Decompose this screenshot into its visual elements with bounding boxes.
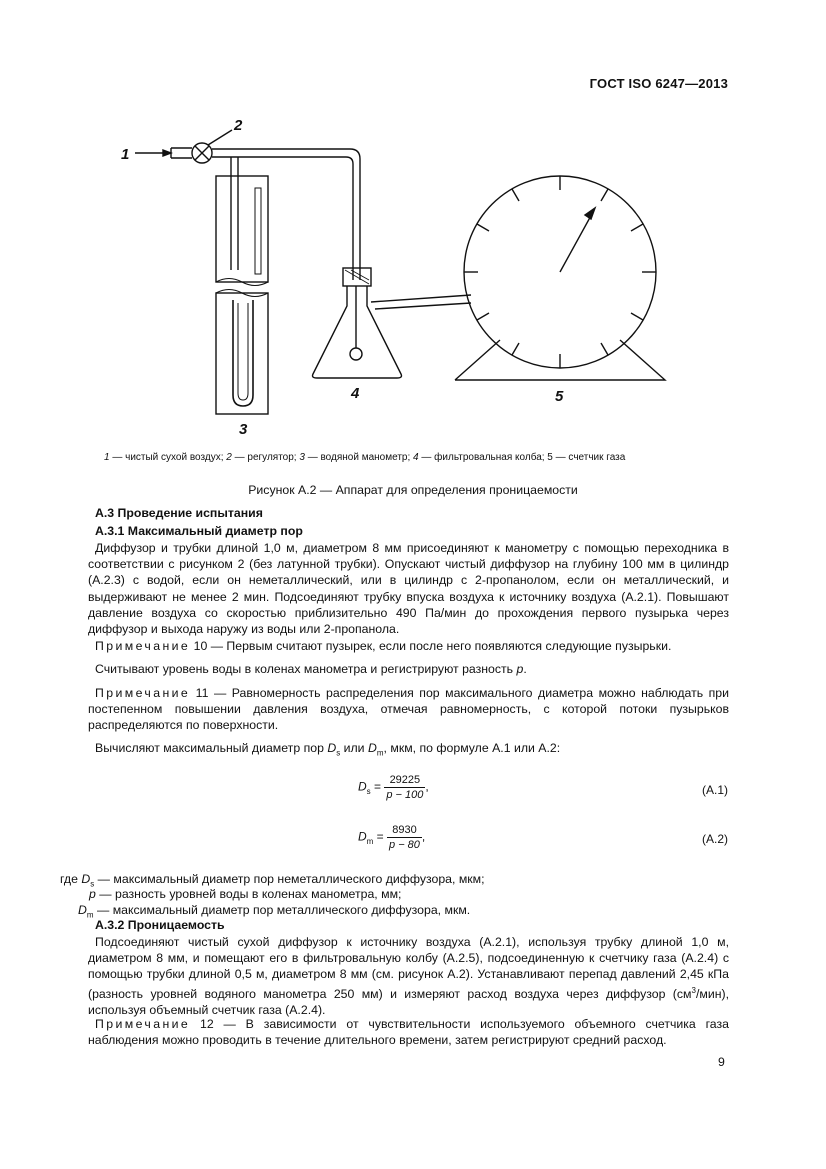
section-a3-title: А.3 Проведение испытания	[95, 506, 263, 520]
note-11: Примечание 11 — Равномерность распределения пор максимального диаметра можно наблюдать при постепенном повышении давления воздуха, отмечая равномерность, с которой потоки пузырьков распределяются по поверхности.	[88, 686, 729, 733]
note-12: Примечание 12 — В зависимости от чувствительности используемого объемного счетчика газа наблюдения можно проводить в течение длительного времени, затем регистрируют средний расход.	[88, 1017, 729, 1048]
section-a32-title: А.3.2 Проницаемость	[95, 918, 225, 932]
inlet-arrow-head	[163, 150, 171, 156]
filter-flask	[313, 286, 402, 378]
figure-label-1: 1	[121, 146, 130, 163]
formula-a1-numerator: 29225	[384, 773, 425, 788]
gas-meter-needle	[560, 212, 593, 272]
manometer-upper	[216, 176, 268, 282]
apparatus-figure	[95, 110, 735, 450]
figure-label-2: 2	[234, 117, 243, 134]
figure-label-3: 3	[239, 421, 248, 438]
page-number: 9	[718, 1055, 725, 1069]
paragraph-read: Считывают уровень воды в коленах манометра и регистрируют разность p.	[95, 662, 527, 676]
formula-a1-denominator: p − 100	[386, 789, 424, 801]
paragraph-a31: Диффузор и трубки длиной 1,0 м, диаметром 8 мм присоединяют к манометру с помощью переходника в соответствии с рисунком 2 (без латунной трубки). Опускают чистый диффузор на глубину 100 мм в цилиндр (А.2.3) с водой, если он неметаллический, или в цилиндр с 2-пропанолом, если он металлический, и выдерживают не менее 2 мин. Подсоединяют трубку впуска воздуха к источнику воздуха (А.2.1). Повышают давление воздуха со скоростью приблизительно 490 Па/мин до прохождения первого пузырька через диффузор и выхода наружу из воды или 2-пропанола.	[88, 541, 729, 637]
document-header: ГОСТ ISO 6247—2013	[589, 76, 728, 91]
formula-a1: $D_s$ = $\frac{29225}{p - 100}$ ,	[358, 774, 429, 801]
note-10: Примечание 10 — Первым считают пузырек, если после него появляются следующие пузырьки.	[95, 639, 672, 653]
figure-label-4: 4	[351, 385, 360, 402]
paragraph-calc: Вычисляют максимальный диаметр пор $D_s$ или $D_m$, мкм, по формуле А.1 или А.2:	[95, 741, 561, 758]
formula-a2-label: (А.2)	[702, 832, 729, 846]
label-2-leader	[208, 130, 232, 145]
where-item-ds: где $D_s$ — максимальный диаметр пор неметаллического диффузора, мкм;	[60, 872, 485, 889]
section-a31-title: А.3.1 Максимальный диаметр пор	[95, 524, 303, 538]
figure-legend: 1 — чистый сухой воздух; 2 — регулятор; 3 — водяной манометр; 4 — фильтровальная колба; 5 — счетчик газа	[104, 452, 626, 463]
formula-a2-numerator: 8930	[387, 823, 422, 838]
diffuser	[350, 348, 362, 360]
formula-a2: $D_m$ = $\frac{8930}{p - 80}$ ,	[358, 824, 426, 851]
formula-a1-label: (А.1)	[702, 783, 729, 797]
formula-a2-denominator: p − 80	[389, 839, 420, 851]
paragraph-a32: Подсоединяют чистый сухой диффузор к источнику воздуха (А.2.1), используя трубку длиной 1,0 м, диаметром 8 мм, и помещают его в фильтровальную колбу (А.2.5), подсоединенную к счетчику газа (А.2.4) с помощью трубки длиной 0,5 м, диаметром 8 мм (см. рисунок А.2). Устанавливают перепад давлений 2,45 кПа (разность уровней водяного манометра 250 мм) и измеряют расход воздуха через диффузор $(см^3/мин)$, используя объемный счетчик газа (А.2.4).	[88, 935, 729, 1017]
figure-label-5: 5	[555, 388, 564, 405]
where-item-p: p — разность уровней воды в коленах манометра, мм;	[89, 887, 402, 901]
manometer-lower	[216, 293, 268, 414]
figure-caption: Рисунок А.2 — Аппарат для определения проницаемости	[248, 483, 578, 497]
where-item-dm: $D_m$ — максимальный диаметр пор металлического диффузора, мкм.	[78, 903, 471, 920]
